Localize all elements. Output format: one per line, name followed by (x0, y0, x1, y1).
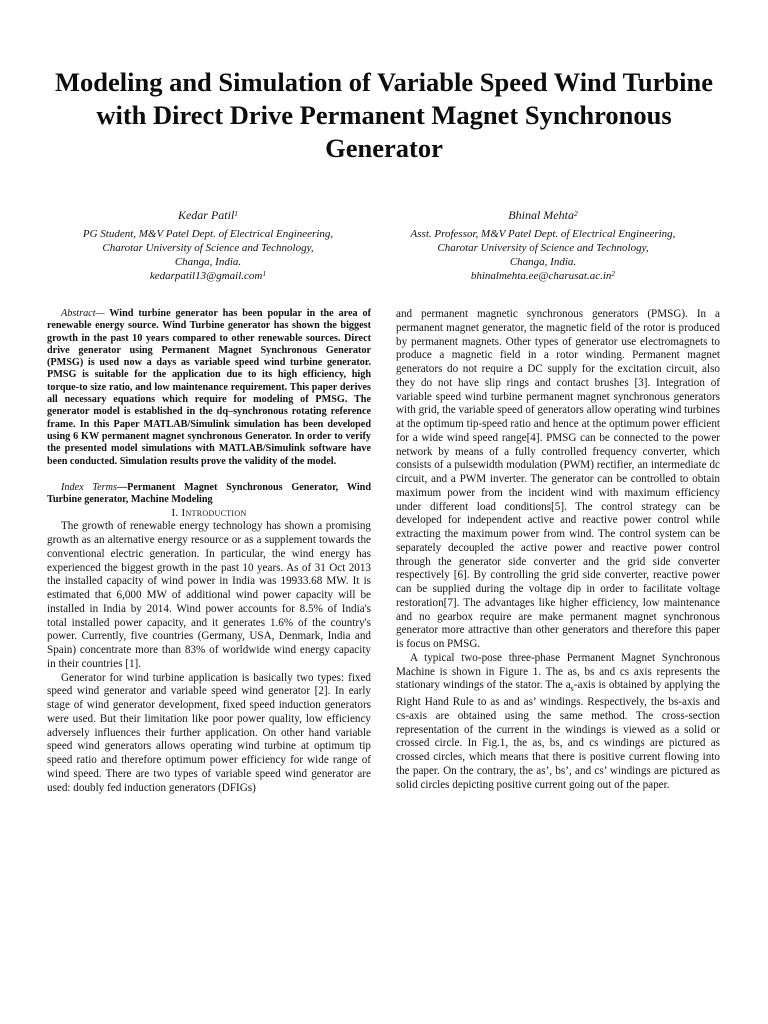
author-2-email-line (373, 269, 713, 283)
right-paragraph-2-subscript: s (570, 684, 574, 694)
left-column (47, 308, 371, 795)
author-1-name: Kedar Patil (177, 208, 235, 222)
abstract-label: Abstract— (61, 308, 105, 319)
paper-title: Modeling and Simulation of Variable Speed Wind Turbine with Direct Drive Permanent Magnet Synchronous Generator (54, 67, 714, 163)
index-terms-text: —Permanent Magnet Synchronous Generator, Wind Turbine generator, Machine Modeling (47, 481, 371, 506)
author-2-email: bhinalmehta.ee@charusat.ac.in (470, 270, 612, 282)
author-1-name-line (38, 208, 378, 223)
right-paragraph-2-part-2: -axis is obtained by applying the Right Hand Rule to as and as’ windings. Respectively, the bs-axis and cs-axis are obtained using the same method. The cross-section representation of the current in the windings is viewed as a solid or crossed circle. In Fig.1, the as, bs, and cs windings are pictured as crossed circles, which means that there is positive current flowing into the paper. On the contrary, the as’, bs’, and cs’ windings are pictured as solid circles depicting positive current going out of the paper. (396, 679, 720, 791)
author-2-location: Changa, India. (509, 256, 577, 268)
section-heading-introduction: I. Introduction (171, 507, 247, 520)
right-paragraph-2-part-1: A typical two-pose three-phase Permanent Magnet Synchronous Machine is shown in Figure 1. The as, bs and cs axis represents the stationary windings of the stator. The a (396, 651, 720, 692)
author-1-mark: 1 (234, 209, 239, 218)
author-2 (373, 208, 713, 283)
author-2-affiliation-1: Asst. Professor, M&V Patel Dept. of Electrical Engineering, (410, 228, 676, 240)
abstract-text: Wind turbine generator has been popular in the area of renewable energy source. Wind Turbine generator has shown the biggest growth in the past 10 years compared to other renewable sources. Direct drive generator using Permanent Magnet Synchronous Generator (PMSG) is used now a days as variable speed wind turbine generator. PMSG is suitable for the application due to its high efficiency, high torque-to size ratio, and low maintenance requirement. This paper derives all necessary equations which require for modeling of PMSG. The generator model is established in the dq–synchronous rotating reference frame. In this Paper MATLAB/Simulink simulation has been developed using 6 KW permanent magnet synchronous Generator. In order to verify the presented model simulations with MATLAB/Simulink software have been conducted. Simulation results prove the validity of the model. (47, 308, 371, 467)
author-2-email-mark: 2 (611, 269, 616, 278)
author-1-email: kedarpatil13@gmail.com (149, 270, 263, 282)
author-1-email-mark: 1 (262, 269, 267, 278)
author-1-email-line (38, 269, 378, 283)
author-2-name-line (373, 208, 713, 223)
author-2-affiliation-2: Charotar University of Science and Technology, (437, 242, 649, 254)
author-1-affiliation-2: Charotar University of Science and Technology, (102, 242, 314, 254)
right-paragraph-continuation: and permanent magnetic synchronous generators (PMSG). In a permanent magnet generator, the magnetic field of the rotor is produced by permanent magnets. Other types of generator use electromagnets to produce a magnetic field in a rotor winding. Permanent magnet generators do not require a DC supply for the excitation circuit, also they do not have slip rings and contact brushes [3]. Integration of variable speed wind turbine permanent magnet synchronous generators with grid, the variable speed of generators allow operating wind turbines at the optimum tip-speed ratio and hence at the optimum power efficient for a wide wind speed range[4]. PMSG can be connected to the power network by means of a fully controlled frequency converter, which consists of a pulsewidth modulation (PWM) rectifier, an intermediate dc circuit, and a PWM inverter. The generator can be controlled to obtain maximum power from the incident wind with maximum efficiency under different load conditions[5]. The control strategy can be developed for independent active and reactive power control while extracting the maximum power from wind. The control system can be separately decoupled the active power and reactive power control through the generator side converter and the grid side converter respectively [6]. By controlling the grid side converter, reactive power can be supplied during the voltage dip in order to facilitate voltage restoration[7]. The advantages like higher efficiency, low maintenance and no gearbox require are make permanent magnet synchronous generator more attractive than other generators and therefore this paper is focus on PMSG. (396, 308, 720, 650)
author-1-affiliation-1: PG Student, M&V Patel Dept. of Electrical Engineering, (82, 228, 334, 240)
author-1-location: Changa, India. (174, 256, 242, 268)
author-2-mark: 2 (573, 209, 578, 218)
author-2-name: Bhinal Mehta (508, 208, 574, 222)
author-1 (38, 208, 378, 283)
intro-paragraph-1: The growth of renewable energy technology has shown a promising growth as an alternative energy resource or as a supplement towards the conventional electric generation. In particular, the wind energy has experienced the biggest growth in the past 10 years. As of 31 Oct 2013 the installed capacity of wind power in India was 19933.68 MW. It is estimated that 6,000 MW of additional wind power capacity will be installed in India by 2014. Wind power accounts for 8.5% of India's total installed power capacity, and it generates 1.6% of the country's power. Currently, five countries (Germany, USA, Denmark, India and Spain) concentrate more than 83% of worldwide wind energy capacity in their countries [1]. (47, 520, 371, 670)
index-terms-label: Index Terms (61, 481, 117, 493)
right-paragraph-2 (396, 652, 720, 793)
right-column (396, 308, 720, 792)
intro-paragraph-2: Generator for wind turbine application is basically two types: fixed speed wind generator and variable speed wind generator [2]. In early stage of wind generator development, fixed speed induction generators were used. But their limitation like poor power quality, low efficiency adversely influences their further application. On other hand variable speed wind generators allows operating wind turbine at optimum tip speed ratio and therefore optimum power efficiency for wide range of wind speed. There are two types of variable speed wind generator are used: doubly fed induction generators (DFIGs) (47, 671, 371, 794)
index-terms (47, 482, 371, 507)
author-block (40, 208, 728, 288)
abstract (47, 308, 371, 468)
